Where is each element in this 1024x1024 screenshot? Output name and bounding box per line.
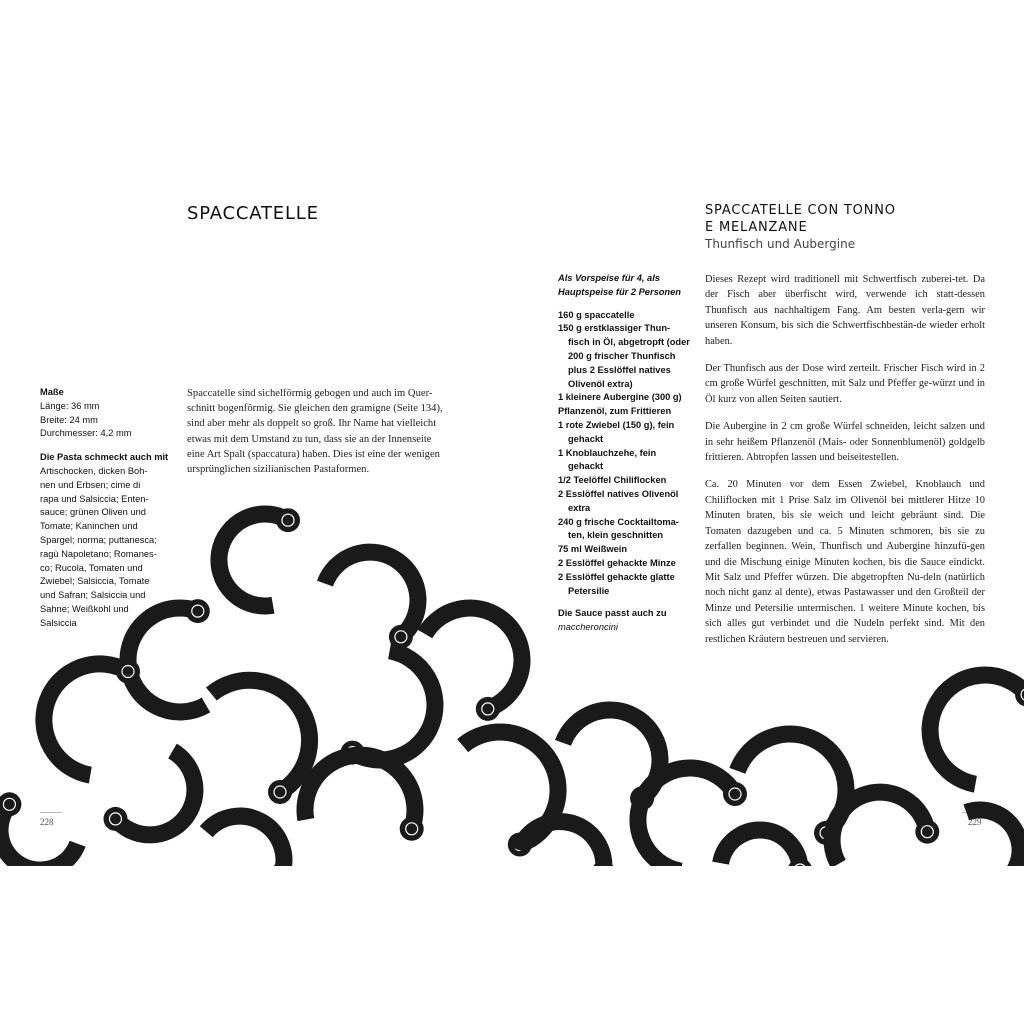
pairing-line: Sahne; Weißkohl und — [40, 603, 129, 614]
pasta-curl — [268, 780, 292, 804]
pasta-crescent — [519, 822, 604, 866]
recipe-subtitle: Thunfisch und Aubergine — [705, 237, 856, 251]
ingredient-item: 2 Esslöffel gehackte Minze — [558, 557, 676, 568]
pasta-crescent — [353, 651, 435, 760]
servings-line: Als Vorspeise für 4, als — [558, 273, 660, 283]
spaccatelle-pasta-pattern-icon — [0, 490, 1024, 866]
recipe-title — [705, 202, 896, 236]
pairing-line: sauce; grünen Oliven und — [40, 507, 146, 518]
recipe-title-line: SPACCATELLE CON TONNO — [705, 203, 896, 218]
pairings-heading: Die Pasta schmeckt auch mit — [40, 452, 169, 463]
page-number: 229 — [968, 817, 982, 827]
pairing-line: Artischocken, dicken Boh- — [40, 465, 148, 476]
pairing-line: rapa und Salsiccia; Enten- — [40, 493, 149, 504]
intro-line: eine Art Spalt (spaccatura) haben. Dies ist eine der wenigen — [187, 448, 440, 460]
ingredient-item: 160 g spaccatelle — [558, 309, 635, 320]
sauce-note-pasta: maccheroncini — [558, 622, 618, 633]
page-title: SPACCATELLE — [187, 203, 319, 224]
method-paragraph: Die Aubergine in 2 cm große Würfel schneiden, leicht salzen und in sehr heißem Pflanzenöl (Mais- oder Sonnenblumenöl) goldgelb frittieren. Abtropfen lassen und beiseitestellen. — [705, 421, 985, 464]
pairing-line: Salsiccia — [40, 617, 77, 628]
intro-line: ursprünglichen sizilianischen Pastaformen. — [187, 464, 370, 476]
intro-paragraph — [187, 386, 467, 477]
pairing-line: co; Rucola, Tomaten und — [40, 562, 143, 573]
pasta-curl — [400, 817, 424, 841]
servings-line: Hauptspeise für 2 Personen — [558, 286, 681, 297]
ingredient-item: 2 Esslöffel natives Olivenöl extra — [558, 488, 679, 513]
dimensions-heading: Maße — [40, 387, 64, 397]
ingredient-item: Pflanzenöl, zum Frittieren — [558, 406, 672, 417]
pairing-line: Zwiebel; Salsiccia, Tomate — [40, 576, 150, 587]
ingredient-item: 240 g frische Cocktailtoma-ten, klein geschnitten — [558, 516, 679, 541]
pasta-curl — [116, 660, 140, 684]
method-paragraph: Dieses Rezept wird traditionell mit Schwertfisch zuberei-tet. Da der Fisch aber überfischt wird, verwende ich statt-dessen Thunfisch aus nachhaltigem Fang. Am besten verla-gern wir unseren Konsum, bis sich die Schwertfischbestän-de wieder erholt haben. — [705, 274, 985, 347]
pairing-line: Spargel; norma; puttanesca; — [40, 534, 157, 545]
pasta-crescent — [128, 608, 206, 712]
pairing-line: und Safran; Salsiccia und — [40, 590, 146, 601]
intro-line: schnitt bogenförmig. Sie gleichen den gramigne (Seite 134), — [187, 403, 443, 415]
pasta-curl — [476, 697, 500, 721]
ingredient-item: 1 kleinere Aubergine (300 g) — [558, 392, 682, 403]
length-line: Länge: 36 mm — [40, 400, 100, 411]
pairing-line: ragù Napoletano; Romanes- — [40, 548, 157, 559]
pasta-crescent — [44, 664, 128, 775]
pasta-curl — [915, 820, 939, 844]
ingredient-item: 75 ml Weißwein — [558, 544, 628, 555]
pasta-curl — [104, 807, 128, 831]
pasta-crescent — [116, 751, 195, 835]
recipe-title-line: E MELANZANE — [705, 220, 808, 235]
pasta-crescent — [206, 816, 284, 866]
ingredient-item: 1 rote Zwiebel (150 g), fein gehackt — [558, 419, 675, 444]
width-line: Breite: 24 mm — [40, 414, 98, 425]
pasta-curl — [186, 599, 210, 623]
page-number: 228 — [40, 817, 54, 827]
intro-line: etwas mit dem Umstand zu tun, dass sie an der Innenseite — [187, 433, 432, 445]
pasta-crescent — [219, 514, 288, 606]
pasta-curl — [276, 508, 300, 532]
sauce-note-line: Die Sauce passt auch zu — [558, 608, 667, 619]
servings-note — [558, 272, 690, 300]
ingredient-item: 1/2 Teelöffel Chiliflocken — [558, 475, 667, 486]
pasta-curl — [723, 782, 747, 806]
ingredient-item: 2 Esslöffel gehackte glatte Petersilie — [558, 571, 675, 596]
intro-line: sind aber mehr als doppelt so groß. Ihr Name hat vielleicht — [187, 418, 437, 430]
pasta-crescent — [325, 552, 418, 637]
ingredient-item: 150 g erstklassiger Thun-fisch in Öl, abgetropft (oder 200 g frischer Thunfisch plus 2 Esslöffel natives Olivenöl extra) — [558, 323, 690, 389]
pasta-crescent — [211, 680, 309, 792]
pasta-crescent — [305, 755, 415, 829]
pasta-crescent — [930, 675, 1024, 784]
ingredient-item: 1 Knoblauchzehe, fein gehackt — [558, 447, 657, 472]
method-paragraph: Ca. 20 Minuten vor dem Essen Zwiebel, Knoblauch und Chiliflocken mit 1 Prise Salz im Olivenöl bei mittlerer Hitze 10 Minuten braten, bis sie weich und leicht gebräunt sind. Die Tomaten dazugeben und ca. 5 Minuten schmoren, bis sie zu zerfallen beginnen. Wein, Thunfisch und Aubergine hinzufü-gen und die Mischung einige Minuten kochen, bis die Sauce eindickt. Mit Salz und Pfeffer würzen. Die abgetropften Nu-deln (natürlich noch nicht ganz al dente), etwas Pastawasser und den Großteil der Minze und Petersilie untermischen. 1 weitere Minute kochen, bis sich alles gut verbindet und die Nudeln perfekt sind. Mit den restlichen Kräutern bestreuen und servieren. — [705, 479, 985, 645]
pairing-line: nen und Erbsen; cime di — [40, 479, 141, 490]
intro-line: Spaccatelle sind sichelförmig gebogen und auch im Quer- — [187, 388, 433, 399]
pairing-line: Tomate; Kaninchen und — [40, 521, 138, 532]
pasta-crescent — [966, 810, 1020, 866]
diameter-line: Durchmesser: 4,2 mm — [40, 428, 132, 439]
pasta-crescent — [721, 830, 800, 866]
method-paragraph: Der Thunfisch aus der Dose wird zerteilt. Frischer Fisch wird in 2 cm große Würfel geschnitten, mit Salz und Pfeffer ge-würzt und in Öl kurz von allen Seiten sautiert. — [705, 363, 985, 405]
pasta-crescent — [832, 792, 927, 864]
